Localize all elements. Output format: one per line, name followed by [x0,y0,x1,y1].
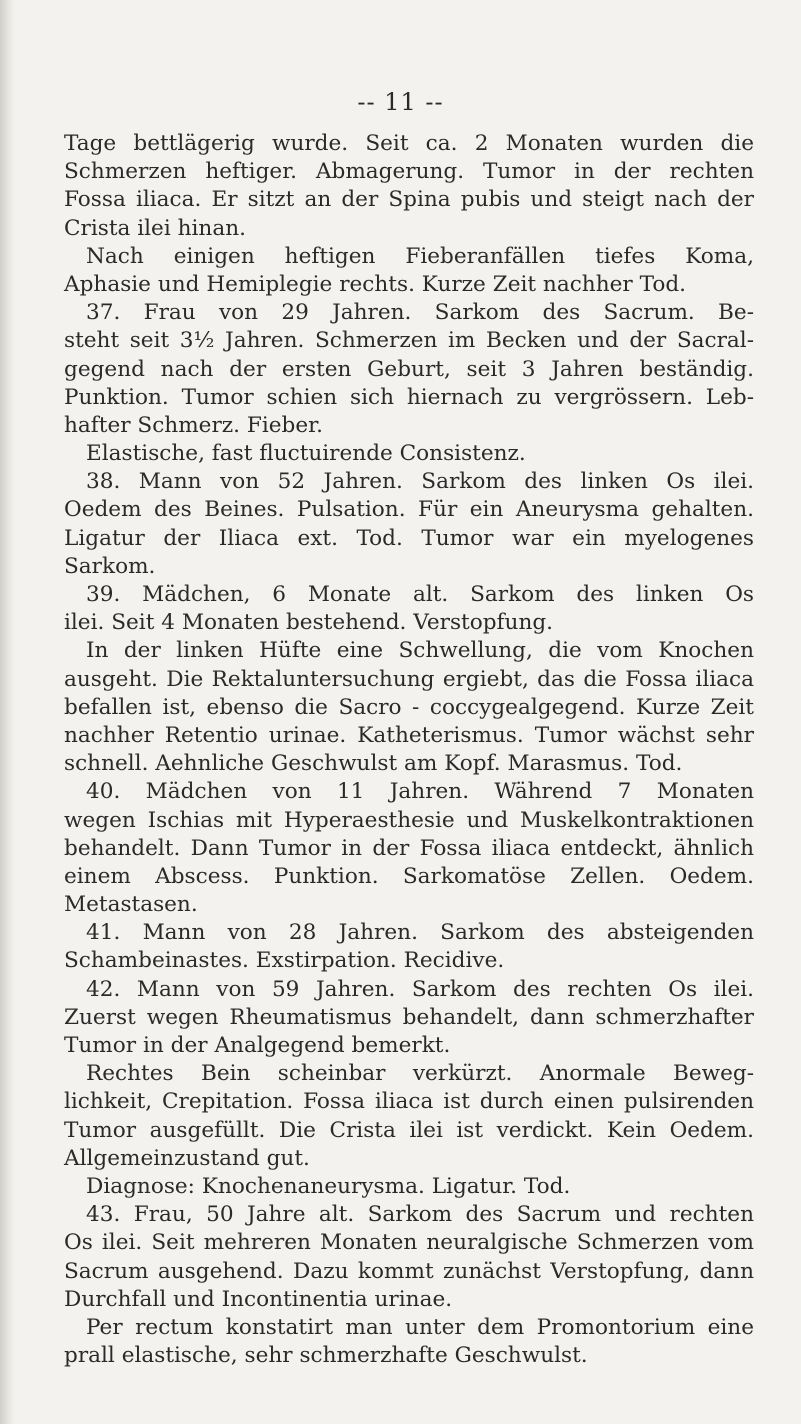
text-line: 42. Mann von 59 Jahren. Sarkom des rechten Os ilei. [86,976,754,1002]
text-line: Punktion. Tumor schien sich hiernach zu vergrössern. Leb- [64,384,754,410]
text-line: Schmerzen heftiger. Abmagerung. Tumor in der rechten [64,159,754,185]
text-line: Per rectum konstatirt man unter dem Promontorium eine [86,1314,754,1340]
text-line: 39. Mädchen, 6 Monate alt. Sarkom des linken Os [86,582,754,607]
text-line: Ligatur der Iliaca ext. Tod. Tumor war ein myelogenes [64,525,754,551]
text-line: steht seit 3½ Jahren. Schmerzen im Becken und der Sacral- [64,328,754,354]
text-line: 40. Mädchen von 11 Jahren. Während 7 Monaten [86,779,754,805]
text-line: Sacrum ausgehend. Dazu kommt zunächst Verstopfung, dann [64,1258,754,1284]
text-line: lichkeit, Crepitation. Fossa iliaca ist durch einen pulsirenden [64,1089,754,1115]
body-text [64,130,754,1370]
text-line: befallen ist, ebenso die Sacro - coccygealgegend. Kurze Zeit [64,694,754,720]
text-line: Crista ilei hinan. [64,215,246,241]
page-binding-edge [0,0,14,1424]
text-line: behandelt. Dann Tumor in der Fossa iliaca entdeckt, ähnlich [64,835,754,861]
text-line: Diagnose: Knochenaneurysma. Ligatur. Tod. [86,1173,571,1199]
text-line: 41. Mann von 28 Jahren. Sarkom des absteigenden [86,920,754,946]
text-line: nachher Retentio urinae. Katheterismus. Tumor wächst sehr [64,722,754,748]
page-number-header: -- 11 -- [357,88,444,116]
text-line: 37. Frau von 29 Jahren. Sarkom des Sacrum. Be- [86,300,754,326]
text-line: Os ilei. Seit mehreren Monaten neuralgische Schmerzen vom [64,1230,754,1256]
text-line: wegen Ischias mit Hyperaesthesie und Muskelkontraktionen [64,807,754,833]
text-line: ilei. Seit 4 Monaten bestehend. Verstopfung. [64,610,554,636]
text-line: gegend nach der ersten Geburt, seit 3 Jahren beständig. [64,356,754,382]
text-line: Oedem des Beines. Pulsation. Für ein Aneurysma gehalten. [64,497,754,523]
text-line: Elastische, fast fluctuirende Consistenz. [86,441,526,467]
text-line: Nach einigen heftigen Fieberanfällen tiefes Koma, [86,243,754,269]
text-line: Tage bettlägerig wurde. Seit ca. 2 Monaten wurden die [64,131,754,156]
text-line: Schambeinastes. Exstirpation. Recidive. [64,948,505,974]
text-line: Zuerst wegen Rheumatismus behandelt, dann schmerzhafter [64,1004,754,1030]
text-line: Sarkom. [64,553,156,579]
text-line: einem Abscess. Punktion. Sarkomatöse Zellen. Oedem. [64,863,754,889]
text-line: 38. Mann von 52 Jahren. Sarkom des linken Os ilei. [86,469,754,495]
text-line: Aphasie und Hemiplegie rechts. Kurze Zeit nachher Tod. [64,271,687,297]
text-line: schnell. Aehnliche Geschwulst am Kopf. Marasmus. Tod. [64,751,683,777]
text-line: Durchfall und Incontinentia urinae. [64,1286,453,1312]
text-line: prall elastische, sehr schmerzhafte Geschwulst. [64,1343,588,1369]
text-line: Tumor ausgefüllt. Die Crista ilei ist verdickt. Kein Oedem. [64,1117,754,1143]
text-line: Fossa iliaca. Er sitzt an der Spina pubis und steigt nach der [64,187,754,213]
text-line: hafter Schmerz. Fieber. [64,412,323,438]
text-line: In der linken Hüfte eine Schwellung, die vom Knochen [86,638,754,664]
text-line: Rechtes Bein scheinbar verkürzt. Anormale Beweg- [86,1061,754,1087]
text-line: 43. Frau, 50 Jahre alt. Sarkom des Sacrum und rechten [86,1202,754,1228]
text-line: Tumor in der Analgegend bemerkt. [64,1033,451,1058]
text-line: Allgemeinzustand gut. [64,1145,310,1171]
text-line: ausgeht. Die Rektaluntersuchung ergiebt, das die Fossa iliaca [64,666,754,692]
text-line: Metastasen. [64,892,198,918]
